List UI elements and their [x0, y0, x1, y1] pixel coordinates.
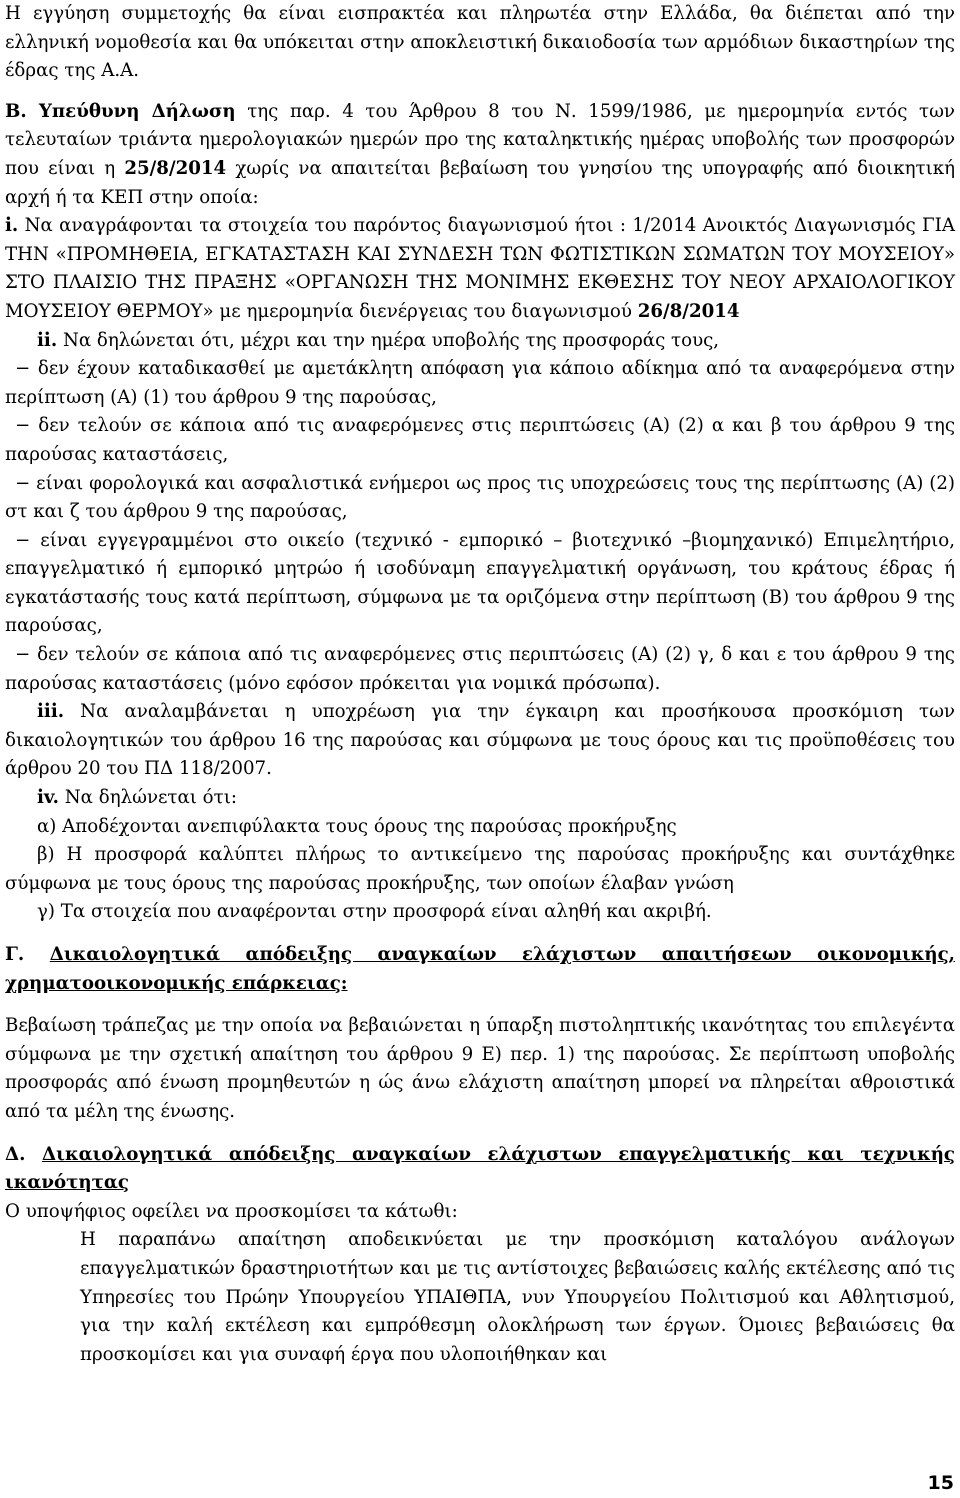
item-i-date: 26/8/2014 — [637, 300, 740, 322]
section-b-paragraph — [5, 98, 955, 212]
item-iv-line: α) Αποδέχονται ανεπιφύλακτα τους όρους της παρούσας προκήρυξης — [37, 815, 677, 837]
section-g-title: Δικαιολογητικά απόδειξης αναγκαίων ελάχιστων απαιτήσεων οικονομικής, χρηματοοικονομικής επάρκειας: — [5, 944, 956, 994]
spacer — [5, 998, 955, 1012]
item-ii-bullet: − δεν τελούν σε κάποια από τις αναφερόμενες στις περιπτώσεις (Α) (2) γ, δ και ε του άρθρου 9 της παρούσας καταστάσεις (μόνο εφόσον πρόκειται για νομικά πρόσωπα). — [5, 644, 955, 694]
document-page — [5, 0, 955, 1369]
item-ii-number: ii. — [37, 329, 58, 351]
spacer — [5, 927, 955, 941]
item-iii-paragraph — [5, 698, 955, 784]
item-iv-line: β) Η προσφορά καλύπτει πλήρως το αντικείμενο της παρούσας προκήρυξης και συντάχθηκε σύμφωνα με τους όρους της παρούσας προκήρυξης, των οποίων έλαβαν γνώση — [5, 844, 955, 894]
section-g-heading — [5, 941, 955, 998]
item-iii-number: iii. — [37, 701, 65, 723]
page-number: 15 — [927, 1472, 954, 1494]
item-iv-number: iv. — [37, 787, 59, 809]
section-b-label: Β. Υπεύθυνη Δήλωση — [5, 100, 236, 122]
section-d-title: Δικαιολογητικά απόδειξης αναγκαίων ελάχιστων επαγγελματικής και τεχνικής ικανότητας — [5, 1143, 955, 1194]
section-d-prefix: Δ. — [5, 1143, 43, 1165]
item-iv-line: γ) Τα στοιχεία που αναφέρονται στην προσφορά είναι αληθή και ακριβή. — [37, 901, 712, 923]
section-g-text: Βεβαίωση τράπεζας με την οποία να βεβαιώνεται η ύπαρξη πιστοληπτικής ικανότητας του επιλεγέντα σύμφωνα με την σχετική απαίτηση του άρθρου 9 Ε) περ. 1) της παρούσας. Σε περίπτωση υποβολής προσφοράς από ένωση προμηθευτών η ώς άνω ελάχιστη απαίτηση μπορεί να πληρείται αθροιστικά από τα μέλη της ένωσης. — [5, 1015, 955, 1122]
section-b-text2: χωρίς να απαιτείται βεβαίωση του γνησίου της υπογραφής από διοικητική αρχή ή τα ΚΕΠ στην οποία: — [5, 157, 955, 208]
section-d-heading — [5, 1141, 955, 1198]
item-i-paragraph — [5, 212, 955, 326]
item-ii-bullet: − είναι φορολογικά και ασφαλιστικά ενήμεροι ως προς τις υποχρεώσεις τους της περίπτωσης (Α) (2) στ και ζ του άρθρου 9 της παρούσας, — [5, 472, 955, 523]
section-b-date: 25/8/2014 — [124, 157, 227, 179]
section-d-text: Η παραπάνω απαίτηση αποδεικνύεται με την προσκόμιση καταλόγου ανάλογων επαγγελματικών δραστηριοτήτων και με τις αντίστοιχες βεβαιώσεις καλής εκτέλεσης από τις Υπηρεσίες του Πρώην Υπουργείου ΥΠΑΙΘΠΑ, νυν Υπουργείου Πολιτισμού και Αθλητισμού, για την καλή εκτέλεση και εμπρόθεσμη ολοκλήρωση των έργων. Όμοιες βεβαιώσεις θα προσκομίσει και για συναφή έργα που υλοποιήθηκαν και — [80, 1229, 955, 1365]
item-ii-bullet: − είναι εγγεγραμμένοι στο οικείο (τεχνικό - εμπορικό – βιοτεχνικό –βιομηχανικό) Επιμελητήριο, επαγγελματικό ή εμπορικό μητρώο ή ισοδύναμη επαγγελματική οργάνωση, του κράτους έδρας ή εγκατάστασής τους κατά περίπτωση, σύμφωνα με τα οριζόμενα στην περίπτωση (Β) του άρθρου 9 της παρούσας, — [5, 529, 955, 637]
item-ii-paragraph — [5, 327, 955, 356]
section-g-prefix: Γ. — [5, 944, 50, 965]
item-i-text: Να αναγράφονται τα στοιχεία του παρόντος διαγωνισμού ήτοι : 1/2014 Ανοικτός Διαγωνισμός ΓΙΑ ΤΗΝ «ΠΡΟΜΗΘΕΙΑ, ΕΓΚΑΤΑΣΤΑΣΗ ΚΑΙ ΣΥΝΔΕΣΗ ΤΩΝ ΦΩΤΙΣΤΙΚΩΝ ΣΩΜΑΤΩΝ ΤΟΥ ΜΟΥΣΕΙΟΥ» ΣΤΟ ΠΛΑΙΣΙΟ ΤΗΣ ΠΡΑΞΗΣ «ΟΡΓΑΝΩΣΗ ΤΗΣ ΜΟΝΙΜΗΣ ΕΚΘΕΣΗΣ ΤΟΥ ΝΕΟΥ ΑΡΧΑΙΟΛΟΓΙΚΟΥ ΜΟΥΣΕΙΟΥ ΘΕΡΜΟΥ» με ημερομηνία διενέργειας του διαγωνισμού — [5, 215, 955, 322]
section-b-text: της παρ. 4 του Άρθρου 8 του Ν. 1599/1986, με ημερομηνία εντός των τελευταίων τριάντα ημερολογιακών ημερών προ της καταληκτικής ημέρας υποβολής των προσφορών που είναι η — [5, 100, 955, 179]
spacer — [5, 1127, 955, 1141]
item-iv-paragraph — [5, 784, 955, 813]
intro-paragraph: Η εγγύηση συμμετοχής θα είναι εισπρακτέα και πληρωτέα στην Ελλάδα, θα διέπεται από την ελληνική νομοθεσία και θα υπόκειται στην αποκλειστική δικαιοδοσία των αρμόδιων δικαστηρίων της έδρας της Α.Α. — [5, 3, 955, 82]
section-d-intro: Ο υποψήφιος οφείλει να προσκομίσει τα κάτωθι: — [5, 1200, 458, 1222]
item-iv-text: Να δηλώνεται ότι: — [58, 787, 237, 809]
item-ii-text: Να δηλώνεται ότι, μέχρι και την ημέρα υποβολής της προσφοράς τους, — [57, 329, 720, 351]
item-iii-text: Να αναλαμβάνεται η υποχρέωση για την έγκαιρη και προσήκουσα προσκόμιση των δικαιολογητικών του άρθρου 16 της παρούσας και σύμφωνα με τους όρους και τις προϋποθέσεις του άρθρου 20 του ΠΔ 118/2007. — [5, 701, 955, 780]
item-ii-bullet: − δεν έχουν καταδικασθεί με αμετάκλητη απόφαση για κάποιο αδίκημα από τα αναφερόμενα στην περίπτωση (Α) (1) του άρθρου 9 της παρούσας, — [5, 358, 955, 408]
item-ii-bullet: − δεν τελούν σε κάποια από τις αναφερόμενες στις περιπτώσεις (Α) (2) α και β του άρθρου 9 της παρούσας καταστάσεις, — [5, 415, 955, 465]
spacer — [5, 86, 955, 98]
item-i-number: i. — [5, 215, 19, 237]
